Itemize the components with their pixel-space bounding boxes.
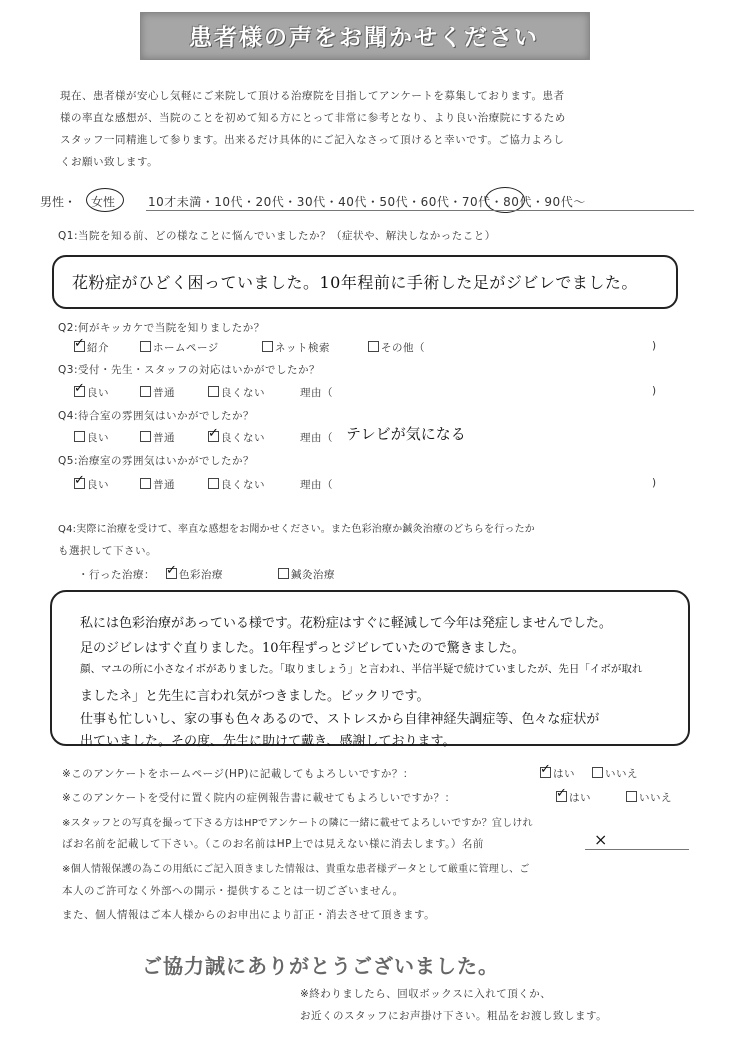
treatment-option-acupuncture[interactable]: 鍼灸治療 (278, 567, 335, 582)
gender-male[interactable]: 男性・ (40, 195, 77, 209)
q3-option-normal[interactable]: 普通 (140, 385, 175, 400)
checkbox[interactable] (626, 791, 637, 802)
intro-line-1: 現在、患者様が安心し気軽にご来院して頂ける治療院を目指してアンケートを募集しております。患者 (60, 90, 565, 102)
checkbox[interactable] (208, 386, 219, 397)
q5-option-good[interactable]: ✓ 良い (74, 473, 109, 491)
answer-line-2[interactable]: 足のジビレはすぐ直りました。10年程ずっとジビレていたので驚きました。 (80, 641, 525, 656)
page-title: 患者様の声をお聞かせください (189, 25, 539, 51)
answer-line-4[interactable]: ましたネ」と先生に言われ気がつきました。ビックリです。 (80, 689, 430, 704)
note-report-no[interactable]: いいえ (626, 790, 672, 805)
q1-label: Q1:当院を知る前、どの様なことに悩んでいましたか？（症状や、解決しなかったこと） (58, 230, 496, 242)
checkbox-checked[interactable] (208, 426, 220, 442)
q5-label: Q5:治療室の雰囲気はいかがでしたか？ (58, 455, 254, 467)
q4-waiting-option-normal[interactable]: 普通 (140, 430, 175, 445)
q4-waiting-answer[interactable]: テレビが気になる (346, 425, 466, 443)
check-mark-icon: ✓ (74, 336, 86, 351)
answer-line-3[interactable]: 顔、マユの所に小さなイボがありました。「取りましょう」と言われ、半信半疑で続けていましたが、先日「イボが取れ (80, 663, 643, 675)
answer-line-5[interactable]: 仕事も忙しいし、家の事も色々あるので、ストレスから自律神経失調症等、色々な症状が (80, 712, 600, 727)
checkbox[interactable] (592, 767, 603, 778)
check-mark-icon: ✓ (540, 762, 552, 777)
checkbox[interactable] (262, 341, 273, 352)
q5-option-normal[interactable]: 普通 (140, 477, 175, 492)
checkbox-checked[interactable] (540, 762, 552, 778)
q4-treatment-label-2: も選択して下さい。 (58, 545, 157, 557)
checkbox-checked[interactable] (74, 473, 86, 489)
q4-treatment-label-1: Q4:実際に治療を受けて、率直な感想をお聞かせください。また色彩治療か鍼灸治療のどちらを行ったか (58, 524, 536, 535)
note-privacy-line-3: また、個人情報はご本人様からのお申出により訂正・消去させて頂きます。 (62, 909, 436, 921)
checkbox[interactable] (368, 341, 379, 352)
check-mark-icon: ✓ (166, 563, 178, 578)
note-hp-no[interactable]: いいえ (592, 766, 638, 781)
checkbox[interactable] (278, 568, 289, 579)
checkbox-checked[interactable] (74, 381, 86, 397)
q5-close-paren: ) (652, 477, 657, 489)
q2-option-other[interactable]: その他（ (368, 340, 425, 355)
treatment-label: ・行った治療： (78, 569, 155, 581)
q2-option-referral[interactable]: ✓ 紹介 (74, 336, 109, 354)
checkbox-checked[interactable] (166, 563, 178, 579)
q5-reason: 理由（ (300, 479, 333, 491)
q3-reason: 理由（ (300, 387, 333, 399)
q2-option-search[interactable]: ネット検索 (262, 340, 330, 355)
q3-option-bad[interactable]: 良くない (208, 385, 265, 400)
footer-line-2: お近くのスタッフにお声掛け下さい。粗品をお渡し致します。 (300, 1010, 608, 1022)
note-hp-consent: ※このアンケートをホームページ(HP)に記載してもよろしいですか？： (62, 768, 414, 780)
note-privacy-line-1: ※個人情報保護の為この用紙にご記入頂きました情報は、貴重な患者様データとして厳重に管理し、ご (62, 864, 530, 875)
q2-label: Q2:何がキッカケで当院を知りましたか？ (58, 322, 265, 334)
checkbox[interactable] (140, 341, 151, 352)
checkbox[interactable] (74, 431, 85, 442)
intro-line-2: 様の率直な感想が、当院のことを初めて知る方にとって非常に参考となり、より良い治療院にするため (60, 112, 566, 124)
footer-line-1: ※終わりましたら、回収ボックスに入れて頂くか、 (300, 988, 552, 1000)
check-mark-icon: ✓ (74, 381, 86, 396)
check-mark-icon: ✓ (74, 473, 86, 488)
checkbox-checked[interactable] (74, 336, 86, 352)
q4-waiting-option-good[interactable]: 良い (74, 430, 109, 445)
checkbox[interactable] (140, 431, 151, 442)
checkbox[interactable] (208, 478, 219, 489)
answer-line-1[interactable]: 私には色彩治療があっている様です。花粉症はすぐに軽減して今年は発症しませんでした。 (80, 616, 612, 631)
note-photo-line-2: ばお名前を記載して下さい。（このお名前はHP上では見えない様に消去します。）名前 (62, 838, 484, 850)
q3-label: Q3:受付・先生・スタッフの対応はいかがでしたか？ (58, 364, 320, 376)
age-options[interactable]: 10才未満・10代・20代・30代・40代・50代・60代・70代・80代・90代〜 (148, 195, 586, 209)
q4-waiting-reason: 理由（ (300, 432, 333, 444)
q1-answer[interactable]: 花粉症がひどく困っていました。10年程前に手術した足がジビレでました。 (72, 273, 638, 292)
note-report-yes[interactable]: ✓ はい (556, 786, 591, 804)
q2-close-paren: ) (652, 340, 657, 352)
note-privacy-line-2: 本人のご許可なく外部への開示・提供することは一切ございません。 (62, 885, 404, 897)
q3-close-paren: ) (652, 385, 657, 397)
q5-option-bad[interactable]: 良くない (208, 477, 265, 492)
q4-waiting-label: Q4:待合室の雰囲気はいかがでしたか？ (58, 410, 254, 422)
intro-line-3: スタッフ一同精進して参ります。出来るだけ具体的にご記入なさって頂けると幸いです。ご協力よろし (60, 134, 565, 146)
gender-female[interactable]: 女性 (91, 195, 116, 209)
q2-option-homepage[interactable]: ホームページ (140, 340, 219, 355)
name-field-underline[interactable] (585, 849, 689, 850)
name-field-mark[interactable]: × (594, 830, 608, 849)
checkbox[interactable] (140, 386, 151, 397)
intro-line-4: くお願い致します。 (60, 156, 159, 168)
note-photo-line-1: ※スタッフとの写真を撮って下さる方はHPでアンケートの隣に一緒に載せてよろしいですか？宜しけれ (62, 818, 533, 829)
closing-thanks: ご協力誠にありがとうございました。 (142, 954, 499, 978)
age-underline (146, 210, 694, 211)
q3-option-good[interactable]: ✓ 良い (74, 381, 109, 399)
note-report-consent: ※このアンケートを受付に置く院内の症例報告書に載せてもよろしいですか？： (62, 792, 456, 804)
q4-waiting-option-bad[interactable]: ✓ 良くない (208, 426, 265, 444)
checkbox-checked[interactable] (556, 786, 568, 802)
treatment-option-color[interactable]: ✓ 色彩治療 (166, 563, 223, 581)
note-hp-yes[interactable]: ✓ はい (540, 762, 575, 780)
answer-line-6[interactable]: 出ていました。その度、先生に助けて戴き、感謝しております。 (80, 734, 456, 749)
checkbox[interactable] (140, 478, 151, 489)
check-mark-icon: ✓ (556, 786, 568, 801)
check-mark-icon: ✓ (208, 426, 220, 441)
